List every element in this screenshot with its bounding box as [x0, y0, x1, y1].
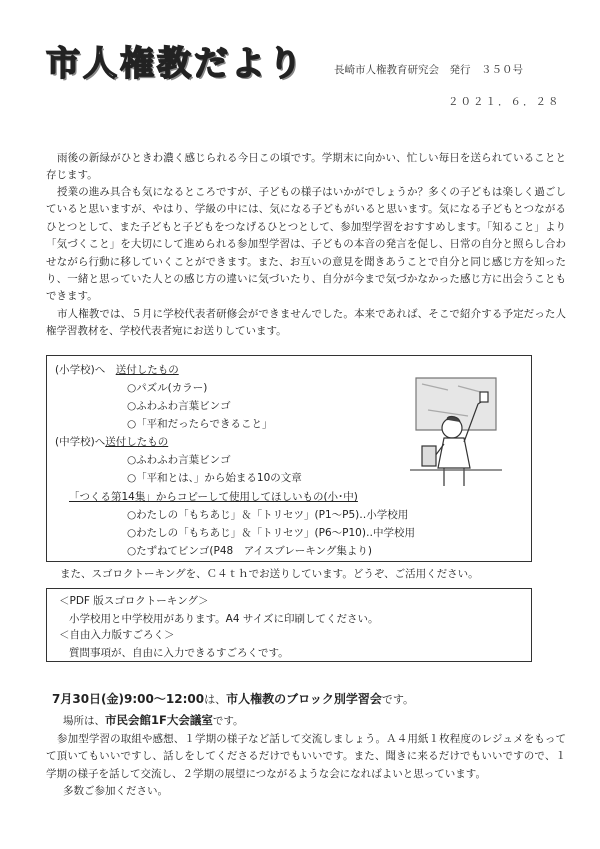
elementary-item: ○パズル(カラー) [127, 382, 208, 394]
elementary-heading [55, 362, 179, 377]
event-particle: は、 [204, 693, 227, 706]
intro-paragraph-1: 雨後の新緑がひときわ濃く感じられる今日この頃です。学期末に向かい、忙しい毎日を送られていることと存じます。 [46, 152, 566, 182]
junior-high-item: ○「平和とは、」から始まる10の文章 [127, 472, 302, 484]
junior-high-prefix: (中学校)へ [55, 436, 106, 448]
junior-high-heading [55, 434, 168, 449]
elementary-item: ○ふわふわ言葉ビンゴ [127, 400, 231, 412]
newsletter-title: 市人権教だより [46, 44, 305, 84]
event-announcement [52, 690, 414, 707]
copy-item: ○たずねてビンゴ(P48 アイスブレーキング集より) [127, 545, 372, 557]
closing-line: 多数ご参加ください。 [63, 785, 168, 797]
elementary-item: ○「平和だったらできること」 [127, 418, 273, 430]
intro-paragraph-3: 市人権教では、５月に学校代表者研修会ができませんでした。本来であれば、そこで紹介する予定だった人権学習教材を、学校代表者宛にお送りしています。 [46, 308, 566, 338]
event-datetime: 7月30日(金)9:00～12:00 [52, 692, 205, 706]
copy-item: ○わたしの「もちあじ」＆「トリセツ」(P1～P5)‥小学校用 [127, 509, 409, 521]
event-name: 市人権教のブロック別学習会 [226, 692, 382, 706]
venue-name: 市民会館1F大会議室 [105, 713, 213, 727]
event-description: 参加型学習の取組や感想、１学期の様子など話して交流しましょう。Ａ４用紙１枚程度のレジュメをもってて頂いてもいいですし、話しをしてくださるだけでもいいです。また、聞きに来るだけでもいいですので、１学期の様子を話して交流し、２学期の展望につながるような会になればよいと思っています。 [46, 733, 566, 780]
venue-prefix: 場所は、 [63, 715, 105, 727]
pdf-version-text: 小学校用と中学校用があります。A4 サイズに印刷してください。 [69, 613, 379, 625]
junior-high-item: ○ふわふわ言葉ビンゴ [127, 454, 231, 466]
event-venue [63, 712, 244, 728]
free-input-text: 質問事項が、自由に入力できるすごろくです。 [69, 647, 289, 659]
child-at-board-illustration [408, 370, 504, 490]
copy-item: ○わたしの「もちあじ」＆「トリセツ」(P6～P10)‥中学校用 [127, 527, 415, 539]
elementary-sent-label: 送付したもの [115, 364, 179, 376]
issue-date: ２０２１．６．２８ [448, 96, 561, 108]
copy-materials-heading: 「つくる第14集」からコピーして使用してほしいもの(小･中) [69, 491, 358, 503]
free-input-heading: ＜自由入力版すごろく＞ [59, 629, 175, 641]
publisher-line: 長崎市人権教育研究会 発行 ３５０号 [334, 64, 523, 76]
sugoroku-note: また、スゴロクトーキングを、Ｃ４ｔｈでお送りしています。どうぞ、ご活用ください。 [60, 568, 479, 580]
intro-paragraph-2: 授業の進み具合も気になるところですが、子どもの様子はいかがでしょうか？多くの子どもは楽しく過ごしていると思いますが、やはり、学級の中には、気になる子どもがいると思います。気になる子どもとつながるひとつとして、また子どもと子どもをつなげるひとつとして、参加型学習をおすすめします。「知ること」より「気づくこと」を大切にして進められる参加型学習は、子どもの本音の発言を促し、日常の自分と照らし合わせながら行動に移していくことができます。また、お互いの意見を聞きあうことで自分と同じ感じ方を知ったり、一緒と思っていた人との感じ方の違いに気づいたり、自分が今まで気づかなかった感じ方に出会うこともできます。 [46, 186, 566, 303]
junior-high-sent-label: 送付したもの [105, 436, 169, 448]
elementary-prefix: (小学校)へ [55, 364, 116, 376]
venue-suffix: です。 [212, 715, 244, 727]
pdf-version-heading: ＜PDF 版スゴロクトーキング＞ [59, 595, 209, 607]
event-suffix: です。 [381, 693, 414, 706]
pdf-sugoroku-box [46, 588, 532, 662]
